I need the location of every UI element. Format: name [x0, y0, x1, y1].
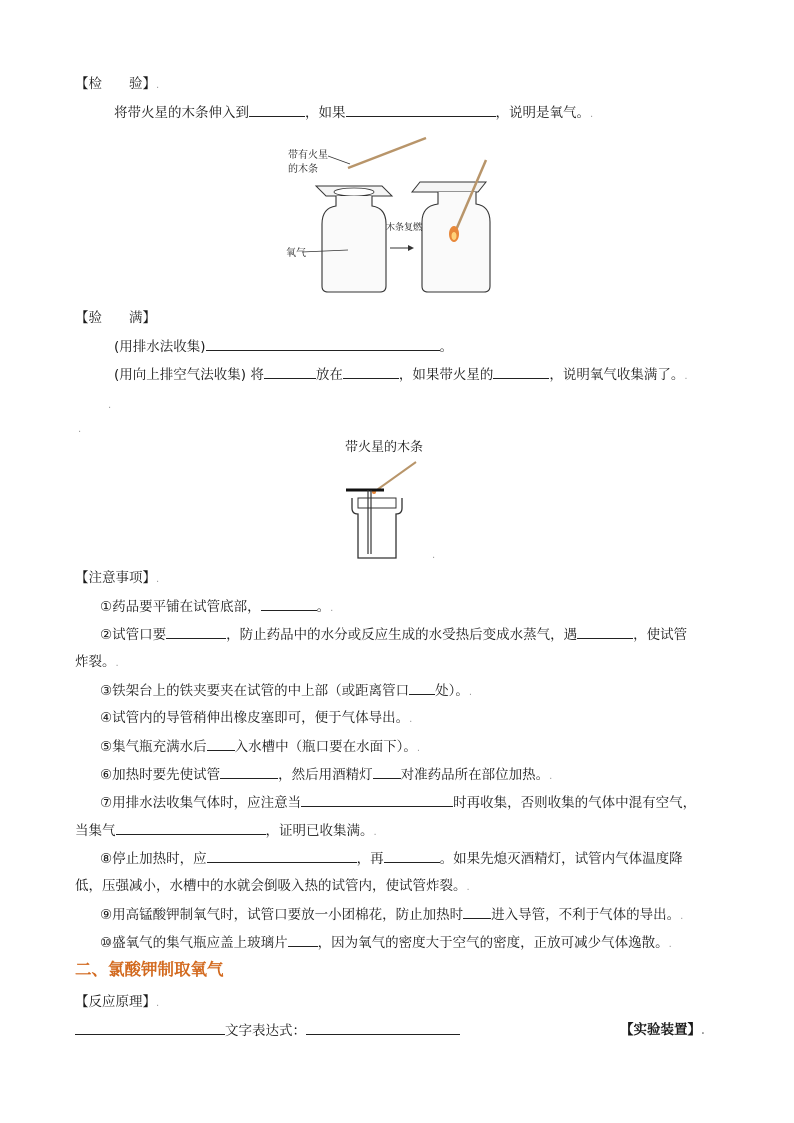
note-4: ④试管内的导管稍伸出橡皮塞即可，便于气体导出。. [100, 710, 413, 726]
note-2-cont: 炸裂。. [75, 654, 119, 670]
note-text: 对准药品所在部位加热。 [400, 767, 550, 783]
blank-4[interactable] [264, 364, 316, 379]
heading-text: 【反应原理】 [75, 994, 156, 1010]
note-text: 。 [316, 599, 331, 615]
note-text: ⑩盛氧气的集气瓶应盖上玻璃片 [100, 935, 288, 951]
wooden-stick [348, 138, 426, 168]
blank-17[interactable] [384, 848, 440, 863]
full-air-line: (用向上排空气法收集) 将 放在 ，如果带火星的 ，说明氧气收集满了。. [114, 364, 688, 387]
section-title-kclo3: 二、氯酸钾制取氧气 [75, 960, 224, 979]
note-7-cont: 当集气 ，证明已收集满。. [75, 820, 377, 843]
section-heading-notes: 【注意事项】. [75, 570, 160, 586]
principle-heading: 【反应原理】. [75, 994, 160, 1010]
heading-text: 【检 验】 [75, 76, 156, 92]
blank-15[interactable] [116, 820, 266, 835]
air-text-2: 放在 [315, 367, 343, 383]
glowing-stick [374, 462, 416, 492]
note-text: ，因为氧气的密度大于空气的密度，正放可减少气体逸散。 [317, 935, 669, 951]
expr-label: 文字表达式： [225, 1023, 306, 1039]
note-text: 处）。 [435, 683, 469, 699]
note-text: 入水槽中（瓶口要在水面下）。 [234, 739, 417, 755]
blank-6[interactable] [493, 364, 549, 379]
expression-line [75, 1020, 460, 1041]
blank-18[interactable] [463, 904, 491, 919]
gas-bottle-left [316, 186, 392, 292]
note-6: ⑥加热时要先使试管 ，然后用酒精灯 对准药品所在部位加热。. [100, 764, 552, 787]
note-text: ⑥加热时要先使试管 [100, 767, 221, 783]
note-text: ⑧停止加热时，应 [100, 851, 207, 867]
check-sentence: 将带火星的木条伸入到 ，如果 ，说明是氧气。. [114, 102, 593, 125]
note-10: ⑩盛氧气的集气瓶应盖上玻璃片 ，因为氧气的密度大于空气的密度，正放可减少气体逸散。. [100, 932, 672, 955]
blank-19[interactable] [288, 932, 318, 947]
collection-bottle-figure [338, 458, 438, 562]
blank-10[interactable] [409, 680, 435, 695]
blank-21[interactable] [306, 1020, 460, 1035]
heading-text: 【注意事项】 [75, 570, 156, 586]
note-text: ，再 [356, 851, 384, 867]
air-text-1: (用向上排空气法收集) 将 [114, 367, 264, 383]
air-text-3: ，如果带火星的 [398, 367, 494, 383]
label-stick-2: 的木条 [288, 164, 318, 175]
gas-bottle [352, 498, 402, 558]
note-8-cont: 低，压强减小，水槽中的水就会倒吸入热的试管内，使试管炸裂。. [75, 878, 470, 894]
note-text: 炸裂。 [75, 654, 116, 670]
note-text: ⑤集气瓶充满水后 [100, 739, 207, 755]
device-heading: 【实验装置】. [620, 1022, 705, 1038]
note-text: ⑦用排水法收集气体时，应注意当 [100, 795, 302, 811]
note-text: ④试管内的导管稍伸出橡皮塞即可，便于气体导出。 [100, 710, 410, 726]
oxygen-test-figure [280, 130, 510, 300]
check-text-2: ，如果 [305, 105, 346, 121]
full-water-line [114, 336, 453, 357]
label-relight: 木条复燃 [386, 223, 423, 233]
note-text: ③铁架台上的铁夹要夹在试管的中上部（或距离管口 [100, 683, 410, 699]
note-9: ⑨用高锰酸钾制氧气时，试管口要放一小团棉花，防止加热时 进入导管，不利于气体的导出。. [100, 904, 683, 927]
note-text: ，防止药品中的水分或反应生成的水受热后变成水蒸气，遇 [226, 627, 578, 643]
blank-20[interactable] [75, 1020, 225, 1035]
blank-1[interactable] [249, 102, 305, 117]
air-text-4: ，说明氧气收集满了。 [549, 367, 685, 383]
blank-3[interactable] [206, 336, 440, 351]
heading-text: 【实验装置】 [620, 1022, 701, 1038]
check-text-1: 将带火星的木条伸入到 [114, 105, 249, 121]
check-text-3: ，说明是氧气。 [495, 105, 590, 121]
note-text: 低，压强减小，水槽中的水就会倒吸入热的试管内，使试管炸裂。 [75, 878, 467, 894]
blank-14[interactable] [301, 792, 453, 807]
figure2-label: 带火星的木条 [345, 440, 424, 455]
note-text: ，证明已收集满。 [265, 823, 374, 839]
note-text: ⑨用高锰酸钾制氧气时，试管口要放一小团棉花，防止加热时 [100, 907, 464, 923]
section-heading-check: 【检 验】. [75, 76, 160, 92]
note-2 [100, 624, 687, 645]
note-7 [100, 792, 696, 813]
note-text: 当集气 [75, 823, 116, 839]
note-5: ⑤集气瓶充满水后 入水槽中（瓶口要在水面下）。. [100, 736, 420, 759]
note-3: ③铁架台上的铁夹要夹在试管的中上部（或距离管口 处）。. [100, 680, 472, 703]
note-text: ，使试管 [633, 627, 688, 643]
label-stick: 带有火星 [288, 150, 328, 161]
blank-9[interactable] [577, 624, 633, 639]
blank-11[interactable] [207, 736, 235, 751]
note-text: ，然后用酒精灯 [278, 767, 373, 783]
blank-16[interactable] [207, 848, 357, 863]
note-text: ①药品要平铺在试管底部， [100, 599, 261, 615]
note-8 [100, 848, 683, 869]
note-text: 。如果先熄灭酒精灯，试管内气体温度降 [439, 851, 683, 867]
note-1: ①药品要平铺在试管底部， 。. [100, 596, 333, 619]
note-text: 进入导管，不利于气体的导出。 [491, 907, 681, 923]
section-heading-full [75, 308, 156, 328]
blank-8[interactable] [166, 624, 226, 639]
water-text: (用排水法收集) [114, 339, 206, 355]
blank-2[interactable] [346, 102, 496, 117]
heading-text: 【验 满】 [75, 310, 156, 326]
blank-12[interactable] [220, 764, 278, 779]
label-oxygen: 氧气 [286, 248, 306, 259]
blank-7[interactable] [261, 596, 317, 611]
blank-13[interactable] [373, 764, 401, 779]
blank-5[interactable] [343, 364, 399, 379]
note-text: ②试管口要 [100, 627, 167, 643]
note-text: 时再收集，否则收集的气体中混有空气， [453, 795, 697, 811]
water-suffix: 。 [439, 339, 454, 355]
